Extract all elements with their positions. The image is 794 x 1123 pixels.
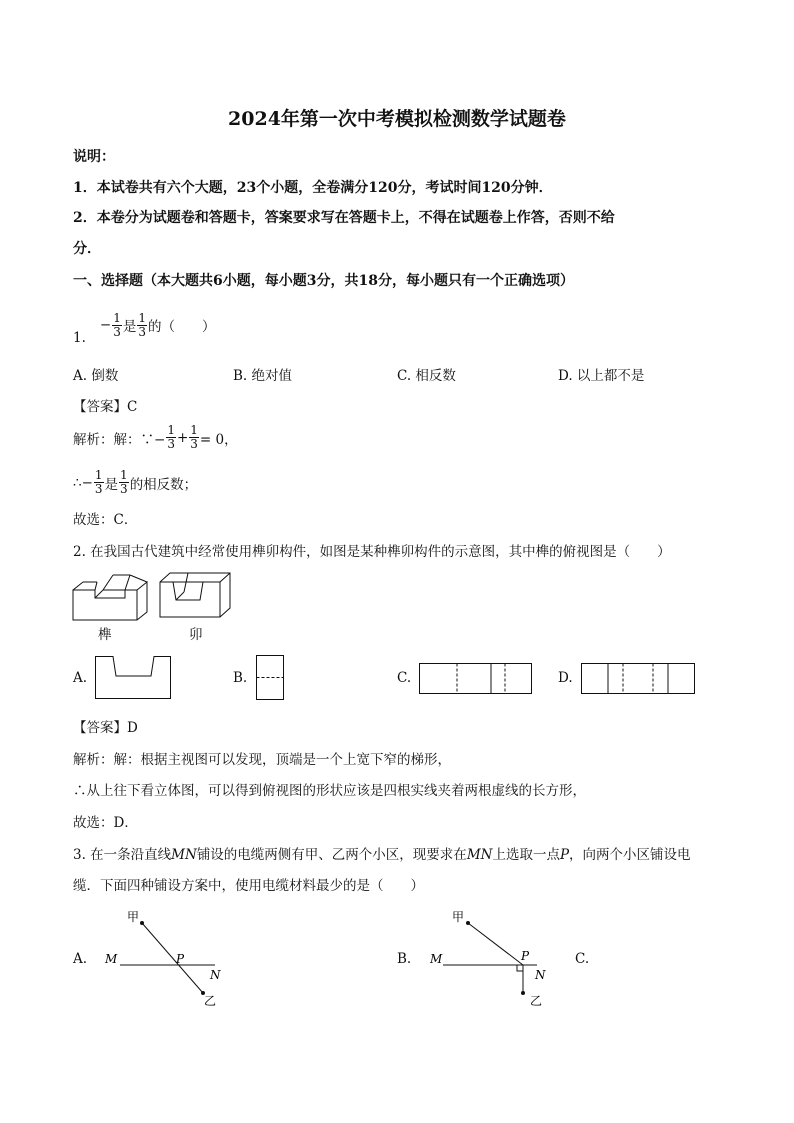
intro-line-2b: 分． bbox=[73, 241, 101, 257]
q1-sol2-prefix: ∴− bbox=[73, 474, 93, 491]
q1-sol2-is: 是 bbox=[104, 476, 119, 493]
q2-solution-1: 解析：解：根据主视图可以发现，顶端是一个上宽下窄的梯形， bbox=[73, 752, 451, 768]
q1-sol-fraction-1: $\frac{1}{3}$ bbox=[167, 423, 175, 451]
q2-option-b-label: B. bbox=[233, 670, 248, 686]
page-title: 2024年第一次中考模拟检测数学试题卷 bbox=[228, 108, 566, 130]
q1-sol-plus: + bbox=[176, 429, 189, 446]
q3-option-a-label: A. bbox=[73, 951, 88, 967]
q2-label-tenon: 榫 bbox=[98, 627, 112, 643]
q1-sol2-tail: 的相反数； bbox=[129, 476, 198, 493]
q1-sol2-fraction-2: $\frac{1}{3}$ bbox=[120, 468, 128, 496]
q2-answer: 【答案】D bbox=[73, 720, 138, 736]
q3-b-jia: 甲 bbox=[452, 910, 465, 924]
q1-option-a: A. 倒数 bbox=[73, 368, 119, 384]
q1-conclusion: 故选：C． bbox=[73, 512, 138, 528]
q3-a-jia: 甲 bbox=[127, 910, 140, 924]
q1-tail: 的（ ） bbox=[147, 319, 216, 335]
q3-b-n: N bbox=[535, 968, 546, 982]
q2-option-b-figure bbox=[256, 655, 286, 701]
q2-label-mortise: 卯 bbox=[189, 627, 203, 643]
q3-a-m: M bbox=[105, 952, 118, 966]
q1-minus: − bbox=[99, 317, 112, 333]
q2-option-a-figure bbox=[95, 656, 175, 700]
intro-line-1: 1．本试卷共有六个大题，23个小题，全卷满分120分，考试时间120分钟． bbox=[73, 180, 553, 196]
q2-option-c-figure bbox=[419, 663, 534, 695]
intro-line-2a: 2．本卷分为试题卷和答题卡，答案要求写在答题卡上，不得在试题卷上作答，否则不给 bbox=[73, 210, 615, 226]
q3-stem-part-b: 铺设的电缆两侧有甲、乙两个小区，现要求在 bbox=[196, 847, 467, 863]
q3-b-yi: 乙 bbox=[530, 994, 543, 1008]
q1-option-b: B. 绝对值 bbox=[233, 368, 293, 384]
q3-option-b-label: B. bbox=[397, 951, 412, 967]
q2-option-c-label: C. bbox=[397, 670, 412, 686]
q1-sol-fraction-2: $\frac{1}{3}$ bbox=[190, 423, 198, 451]
q2-option-d-figure bbox=[581, 663, 697, 695]
q2-option-d-label: D. bbox=[558, 670, 573, 686]
q2-stem: 2. 在我国古代建筑中经常使用榫卯构件，如图是某种榫卯构件的示意图，其中榫的俯视图是（ ） bbox=[73, 544, 671, 560]
q3-mn-2: MN bbox=[466, 847, 493, 863]
q1-solution-2 bbox=[73, 469, 197, 496]
q3-option-a-figure bbox=[100, 905, 230, 1010]
q1-option-c: C. 相反数 bbox=[397, 368, 456, 384]
q1-stem bbox=[73, 304, 215, 346]
q1-is: 是 bbox=[122, 319, 137, 335]
q1-number: 1. bbox=[73, 330, 86, 346]
q3-stem-line-1 bbox=[73, 843, 691, 863]
q1-answer: 【答案】C bbox=[73, 399, 138, 415]
q1-fraction-2: $\frac{1}{3}$ bbox=[138, 310, 146, 339]
intro-heading: 说明： bbox=[73, 149, 115, 165]
q3-stem-part-d: ，向两个小区铺设电 bbox=[569, 847, 691, 863]
q2-solution-2: ∴从上往下看立体图，可以得到俯视图的形状应该是四根实线夹着两根虚线的长方形， bbox=[73, 783, 586, 799]
q1-sol-prefix: 解析：解：∵− bbox=[73, 431, 166, 448]
q3-a-n: N bbox=[210, 968, 221, 982]
q3-option-c-label: C. bbox=[575, 951, 590, 967]
q1-sol2-fraction-1: $\frac{1}{3}$ bbox=[94, 468, 103, 496]
q3-mn-1: MN bbox=[171, 847, 197, 863]
q3-b-m: M bbox=[430, 952, 443, 966]
q2-figure-tenon-mortise bbox=[70, 570, 240, 640]
q3-stem-part-a: 3. 在一条沿直线 bbox=[73, 847, 172, 863]
q3-option-b-figure bbox=[425, 905, 555, 1010]
q1-option-d: D. 以上都不是 bbox=[558, 368, 645, 384]
q3-stem-line-2: 缆．下面四种铺设方案中，使用电缆材料最少的是（ ） bbox=[73, 878, 424, 894]
q3-a-p: P bbox=[176, 952, 185, 966]
q3-stem-part-c: 上选取一点 bbox=[492, 847, 560, 863]
q1-fraction-1: $\frac{1}{3}$ bbox=[113, 310, 121, 339]
q3-a-yi: 乙 bbox=[204, 994, 217, 1008]
q1-solution-1 bbox=[73, 424, 238, 451]
q3-b-p: P bbox=[521, 949, 530, 963]
q3-p: P bbox=[559, 847, 570, 863]
section-1-heading: 一、选择题（本大题共6小题，每小题3分，共18分，每小题只有一个正确选项） bbox=[73, 273, 574, 289]
q1-sol-eq: = 0， bbox=[199, 431, 238, 448]
q2-option-a-label: A. bbox=[73, 670, 88, 686]
q2-conclusion: 故选：D． bbox=[73, 815, 138, 831]
